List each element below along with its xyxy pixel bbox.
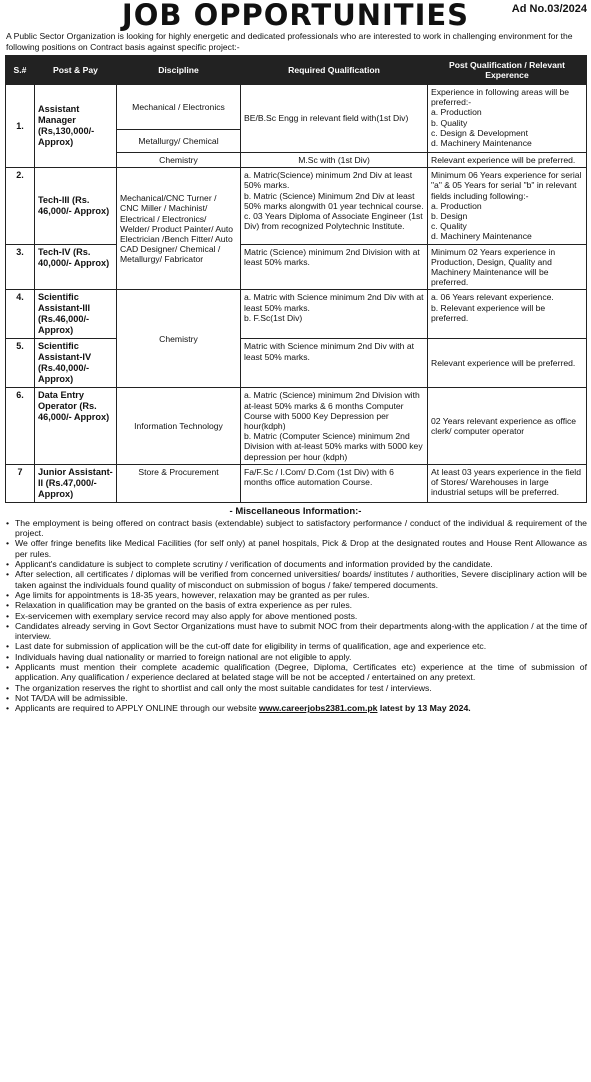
list-item: • Candidates already serving in Govt Sector Organizations must have to submit NOC from their departments along-with the application / at the time of interview.: [5, 621, 587, 642]
qualification-cell: a. Matric(Science) minimum 2nd Div at least 50% marks. b. Matric (Science) Minimum 2nd Div at least 50% marks alongwith 01 year technical course. c. 03 Years Diploma of Associate Engineer (1st Div) from recognized Polytechnic Institute.: [241, 168, 428, 244]
list-item: • Applicants must mention their complete academic qualification (Degree, Diploma, Certificates etc) experience at the time of submission of application. Any qualification / experience declared at belated stage will be not be accepted / entertained on any pretext.: [5, 662, 587, 683]
qualification-cell: BE/B.Sc Engg in relevant field with(1st Div): [241, 85, 428, 153]
discipline-cell: Mechanical/CNC Turner / CNC Miller / Machinist/ Electrical / Electronics/ Welder/ Product Painter/ Auto Electrician /Bench Fitter/ Auto CAD Designer/ Chemical / Metallurgy/ Fabricator: [117, 168, 241, 290]
ad-number: Ad No.03/2024: [511, 3, 587, 15]
table-header-row: [6, 56, 587, 85]
table-row: [6, 464, 587, 502]
list-item: • Not TA/DA will be admissible.: [5, 693, 587, 703]
post-and-pay: Tech-III (Rs. 46,000/- Approx): [35, 168, 117, 244]
row-number: 2.: [6, 168, 35, 244]
list-item: • Applicant's candidature is subject to complete scrutiny / verification of documents and information provided by the candidate.: [5, 559, 587, 569]
list-item: • We offer fringe benefits like Medical Facilities (for self only) at panel hospitals, Pick & Drop at the designated routes and House Rent Allowance as per rules.: [5, 538, 587, 559]
experience-cell: a. 06 Years relevant experience. b. Relevant experience will be preferred.: [428, 290, 587, 339]
row-number: 4.: [6, 290, 35, 339]
list-item: • Individuals having dual nationality or married to foreign national are not eligible to apply.: [5, 652, 587, 662]
experience-cell: At least 03 years experience in the field of Stores/ Warehouses in large industrial setups will be preferred.: [428, 464, 587, 502]
qualification-cell: Matric with Science minimum 2nd Div with at least 50% marks.: [241, 339, 428, 388]
list-item: • Relaxation in qualification may be granted on the basis of extra experience as per rules.: [5, 600, 587, 610]
post-and-pay: Assistant Manager (Rs,130,000/- Approx): [35, 85, 117, 168]
misc-heading: - Miscellaneous Information:-: [229, 505, 362, 517]
post-and-pay: Tech-IV (Rs. 40,000/- Approx): [35, 244, 117, 290]
row-number: 1.: [6, 85, 35, 168]
list-item: • After selection, all certificates / diplomas will be verified from concerned universities/ boards/ institutes / authorities, Severe disciplinary action will be taken against the individuals found quality of misconduct on submission of bogus / fake/ tempered documents.: [5, 569, 587, 590]
discipline-cell: Chemistry: [117, 153, 241, 168]
post-and-pay: Junior Assistant-II (Rs.47,000/- Approx): [35, 464, 117, 502]
misc-list: [5, 518, 587, 714]
table-row: [6, 388, 587, 464]
row-number: 6.: [6, 388, 35, 464]
apply-text: Applicants are required to APPLY ONLINE through our website: [15, 703, 260, 714]
qualification-cell: a. Matric with Science minimum 2nd Div with at least 50% marks. b. F.Sc(1st Div): [241, 290, 428, 339]
table-row: [6, 339, 587, 388]
website-link[interactable]: www.careerjobs2381.com.pk: [259, 703, 378, 714]
table-row: [6, 85, 587, 130]
list-item: • Last date for submission of application will be the cut-off date for eligibility in terms of qualification, age and experience etc.: [5, 641, 587, 651]
table-row: [6, 168, 587, 244]
discipline-cell: Mechanical / Electronics: [117, 85, 241, 130]
col-header-qualification: Required Qualification: [241, 56, 428, 85]
col-header-sno: S.#: [6, 56, 35, 85]
intro-text: A Public Sector Organization is looking for highly energetic and dedicated professionals who are interested to work in challenging environment for the following positions on Contract basis against specific project:-: [6, 31, 573, 52]
discipline-cell: Chemistry: [117, 290, 241, 388]
experience-cell: 02 Years relevant experience as office clerk/ computer operator: [428, 388, 587, 464]
post-and-pay: Scientific Assistant-IV (Rs.40,000/- Approx): [35, 339, 117, 388]
row-number: 7: [6, 464, 35, 502]
page-title: JOB OPPORTUNITIES: [121, 0, 470, 32]
row-number: 3.: [6, 244, 35, 290]
discipline-cell: Metallurgy/ Chemical: [117, 130, 241, 153]
positions-table: [5, 55, 587, 503]
qualification-cell: Matric (Science) minimum 2nd Division with at least 50% marks.: [241, 244, 428, 290]
qualification-cell: a. Matric (Science) minimum 2nd Division with at-least 50% marks & 6 months Computer Course with 5000 Key Depression per hour(kdph) b. Matric (Computer Science) minimum 2nd Division with at-least 50% marks with 5000 key depression per hour (kdph): [241, 388, 428, 464]
list-item: • The employment is being offered on contract basis (extendable) subject to satisfactory performance / conduct of the individual & requirement of the project.: [5, 518, 587, 539]
post-and-pay: Scientific Assistant-III (Rs.46,000/- Approx): [35, 290, 117, 339]
post-and-pay: Data Entry Operator (Rs. 46,000/- Approx): [35, 388, 117, 464]
experience-cell: Relevant experience will be preferred.: [428, 339, 587, 388]
discipline-cell: Information Technology: [117, 388, 241, 464]
row-number: 5.: [6, 339, 35, 388]
experience-cell: Experience in following areas will be preferred:- a. Production b. Quality c. Design & Development d. Machinery Maintenance: [428, 85, 587, 153]
list-item: • Age limits for appointments is 18-35 years, however, relaxation may be granted as per rules.: [5, 590, 587, 600]
experience-cell: Minimum 06 Years experience for serial "a" & 05 Years for serial "b" in relevant fields including following:- a. Production b. Design c. Quality d. Machinery Maintenance: [428, 168, 587, 244]
table-row: [6, 290, 587, 339]
experience-cell: Relevant experience will be preferred.: [428, 153, 587, 168]
deadline-text: latest by 13 May 2024.: [377, 703, 471, 714]
table-row: [6, 244, 587, 290]
list-item: • Ex-servicemen with exemplary service record may also apply for above mentioned posts.: [5, 611, 587, 621]
qualification-cell: Fa/F.Sc / I.Com/ D.Com (1st Div) with 6 months office automation Course.: [241, 464, 428, 502]
discipline-cell: Store & Procurement: [117, 464, 241, 502]
qualification-cell: M.Sc with (1st Div): [241, 153, 428, 168]
header: [0, 0, 591, 30]
experience-cell: Minimum 02 Years experience in Production, Design, Quality and Machinery Maintenance will be preferred.: [428, 244, 587, 290]
col-header-experience: Post Qualification / Relevant Experence: [428, 56, 587, 85]
col-header-post: Post & Pay: [35, 56, 117, 85]
list-item: • The organization reserves the right to shortlist and call only the most suitable candidates for test / interviews.: [5, 683, 587, 693]
apply-online-item: [5, 703, 587, 713]
col-header-discipline: Discipline: [117, 56, 241, 85]
